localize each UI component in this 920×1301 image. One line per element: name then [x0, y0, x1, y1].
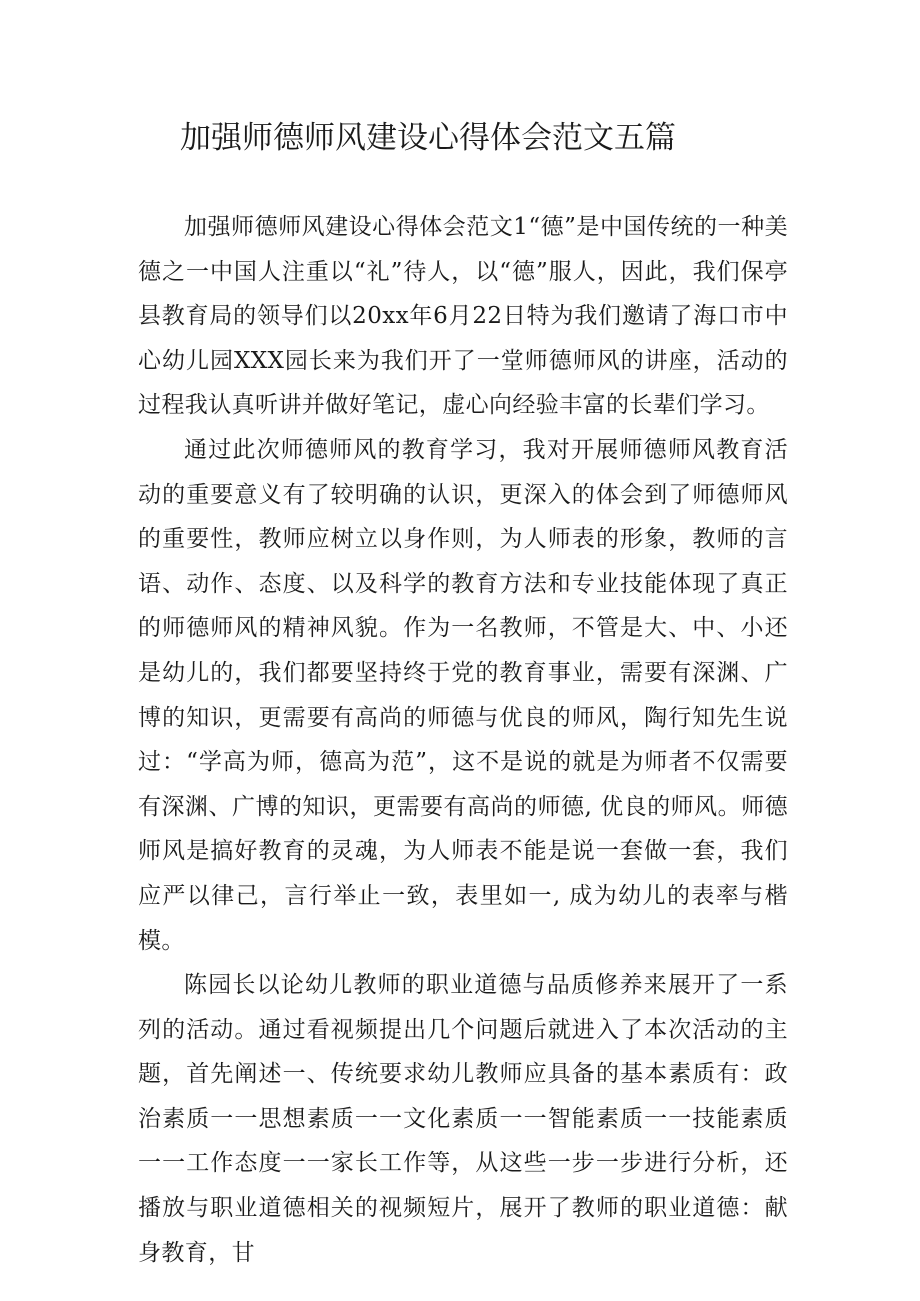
paragraph-3: 陈园长以论幼儿教师的职业道德与品质修养来展开了一系列的活动。通过看视频提出几个问题后就进入了本次活动的主题，首先阐述一、传统要求幼儿教师应具备的基本素质有：政治素质一一思想素质一一文化素质一一智能素质一一技能素质一一工作态度一一家长工作等，从这些一步一步进行分析，还播放与职业道德相关的视频短片，展开了教师的职业道德：献身教育，甘 — [138, 972, 788, 1266]
paragraph-1: 加强师德师风建设心得体会范文1“德”是中国传统的一种美德之一中国人注重以“礼”待人，以“德”服人，因此，我们保亭县教育局的领导们以20xx年6月22日特为我们邀请了海口市中心幼儿园XXX园长来为我们开了一堂师德师风的讲座，活动的过程我认真听讲并做好笔记，虚心向经验丰富的长辈们学习。 — [138, 214, 788, 419]
paragraph-2: 通过此次师德师风的教育学习，我对开展师德师风教育活动的重要意义有了较明确的认识，更深入的体会到了师德师风的重要性，教师应树立以身作则，为人师表的形象，教师的言语、动作、态度、以及科学的教育方法和专业技能体现了真正的师德师风的精神风貌。作为一名教师，不管是大、中、小还是幼儿的，我们都要坚持终于党的教育事业，需要有深渊、广博的知识，更需要有高尚的师德与优良的师风，陶行知先生说过：“学高为师，德高为范”，这不是说的就是为师者不仅需要有深渊、广博的知识，更需要有高尚的师德, 优良的师风。师德师风是搞好教育的灵魂，为人师表不能是说一套做一套，我们应严以律己，言行举止一致，表里如一, 成为幼儿的表率与楷模。 — [138, 436, 788, 954]
document-body — [138, 205, 788, 1275]
document-title: 加强师德师风建设心得体会范文五篇 — [180, 120, 676, 156]
